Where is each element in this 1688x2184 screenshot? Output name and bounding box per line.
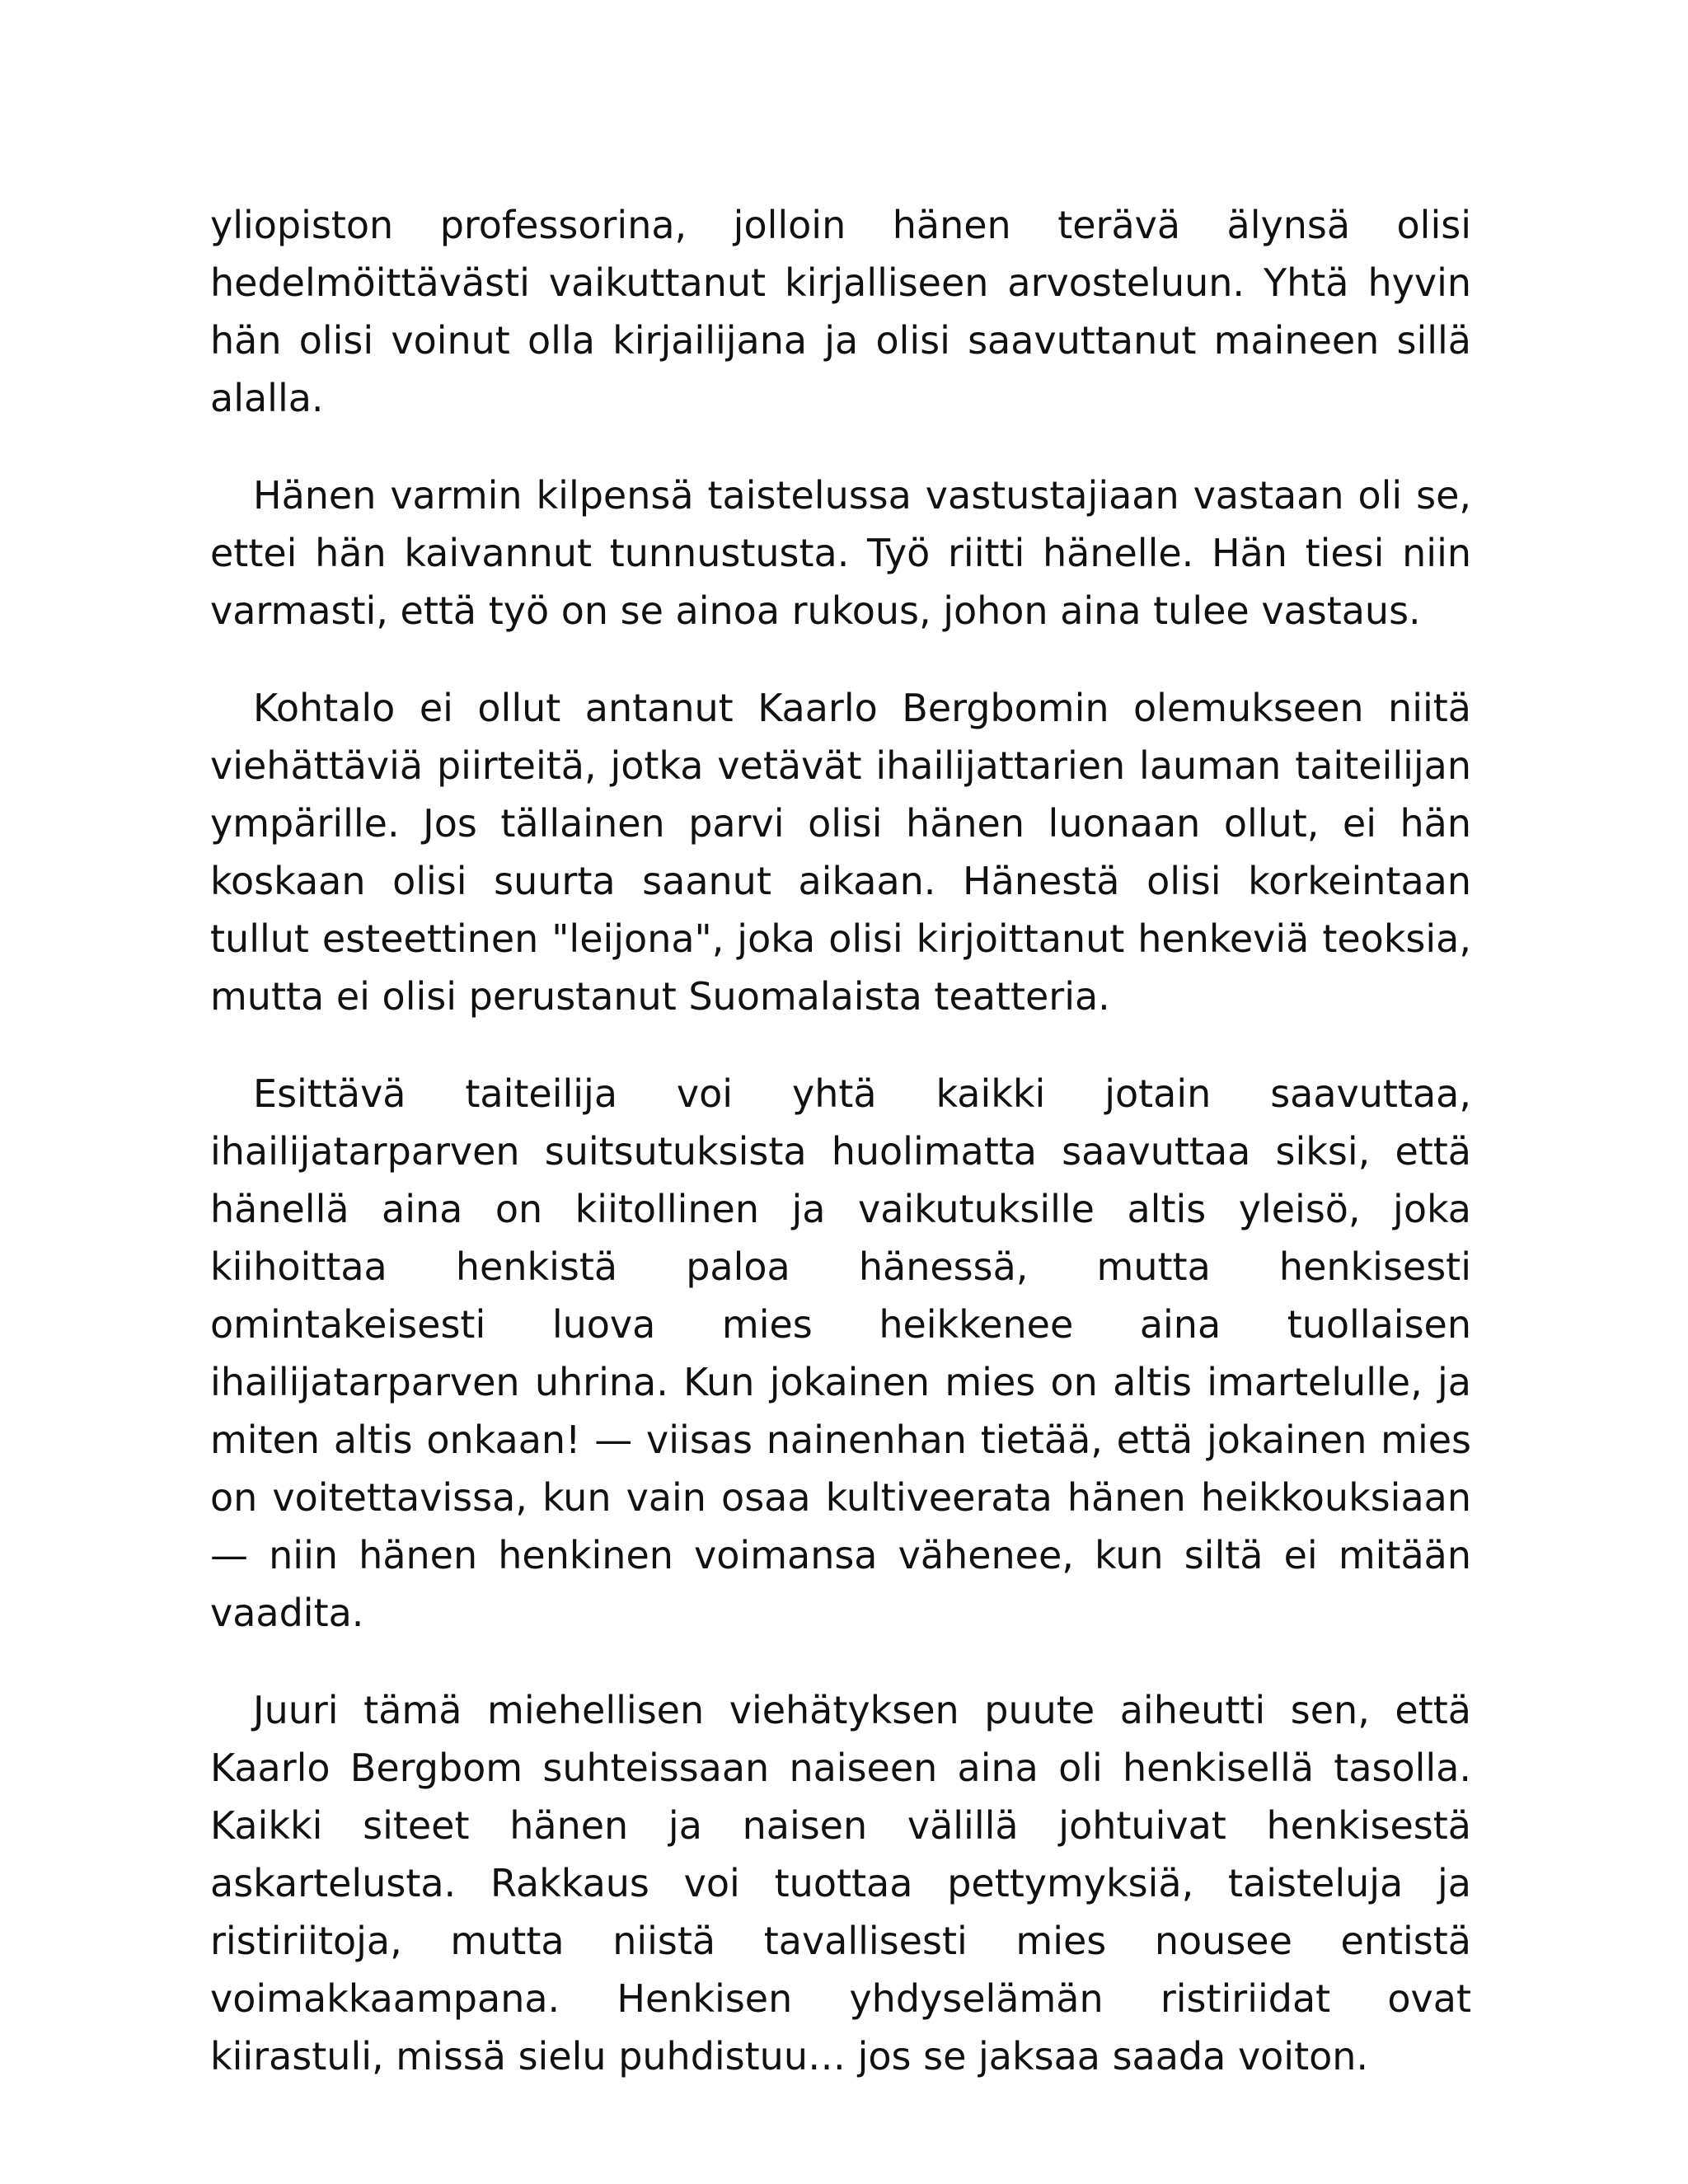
paragraph-2: Hänen varmin kilpensä taistelussa vastustajiaan vastaan oli se, ettei hän kaivannut tunnustusta. Työ riitti hänelle. Hän tiesi niin varmasti, että työ on se ainoa rukous, johon aina tulee vastaus.: [210, 473, 1471, 633]
document-page: [210, 196, 1471, 2125]
paragraph-5: Juuri tämä miehellisen viehätyksen puute aiheutti sen, että Kaarlo Bergbom suhteissaan naiseen aina oli henkisellä tasolla. Kaikki siteet hänen ja naisen välillä johtuivat henkisestä askartelusta. Rakkaus voi tuottaa pettymyksiä, taisteluja ja ristiriitoja, mutta niistä tavallisesti mies nousee entistä voimakkaampana. Henkisen yhdyselämän ristiriidat ovat kiirastuli, missä sielu puhdistuu… jos se jaksaa saada voiton.: [210, 1688, 1471, 2079]
paragraph-4: Esittävä taiteilija voi yhtä kaikki jotain saavuttaa, ihailijatarparven suitsutuksista huolimatta saavuttaa siksi, että hänellä aina on kiitollinen ja vaikutuksille altis yleisö, joka kiihoittaa henkistä paloa hänessä, mutta henkisesti omintakeisesti luova mies heikkenee aina tuollaisen ihailijatarparven uhrina. Kun jokainen mies on altis imartelulle, ja miten altis onkaan! — viisas nainenhan tietää, että jokainen mies on voitettavissa, kun vain osaa kultiveerata hänen heikkouksiaan — niin hänen henkinen voimansa vähenee, kun siltä ei mitään vaadita.: [210, 1071, 1471, 1635]
paragraph-3: Kohtalo ei ollut antanut Kaarlo Bergbomin olemukseen niitä viehättäviä piirteitä, jotka vetävät ihailijattarien lauman taiteilijan ympärille. Jos tällainen parvi olisi hänen luonaan ollut, ei hän koskaan olisi suurta saanut aikaan. Hänestä olisi korkeintaan tullut esteettinen "leijona", joka olisi kirjoittanut henkeviä teoksia, mutta ei olisi perustanut Suomalaista teatteria.: [210, 686, 1471, 1019]
paragraph-1: yliopiston professorina, jolloin hänen terävä älynsä olisi hedelmöittävästi vaikuttanut kirjalliseen arvosteluun. Yhtä hyvin hän olisi voinut olla kirjailijana ja olisi saavuttanut maineen sillä alalla.: [210, 203, 1471, 420]
